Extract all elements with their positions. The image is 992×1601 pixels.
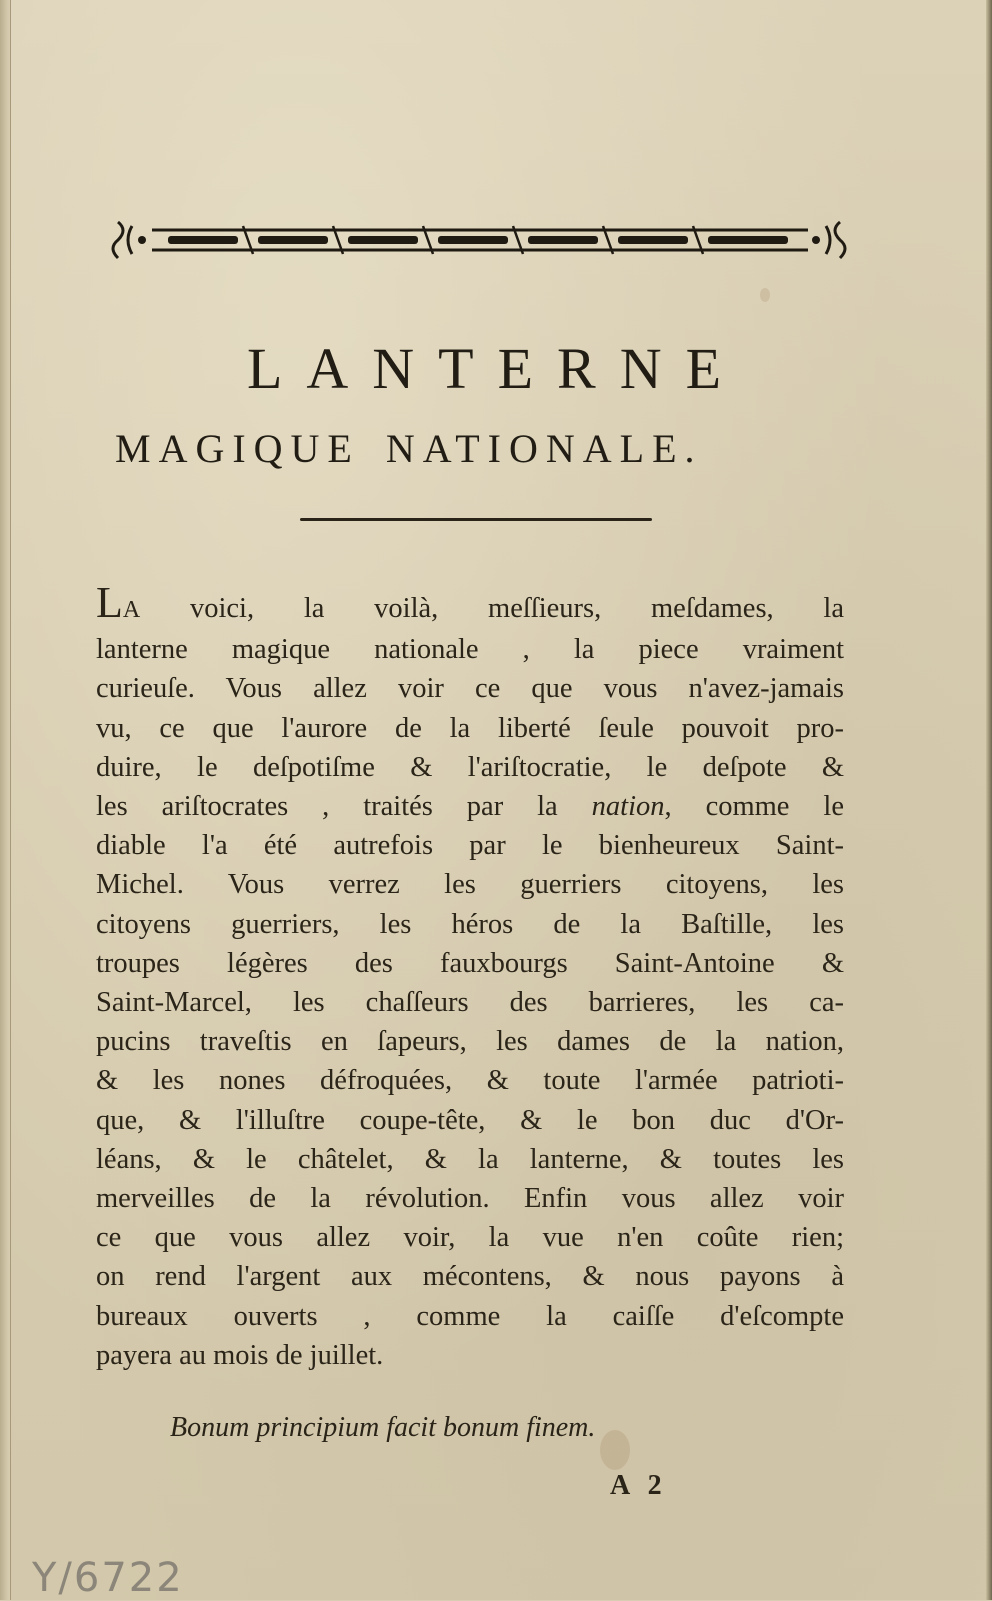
- drop-cap: L: [96, 578, 123, 627]
- body-line: curieuſe. Vous allez voir ce que vous n'avez-jamais: [96, 673, 844, 705]
- body-line: vu, ce que l'aurore de la liberté ſeule pouvoit pro-: [96, 712, 844, 744]
- library-shelfmark: Y/6722: [32, 1555, 184, 1601]
- body-line: bureaux ouverts , comme la caiſſe d'eſcompte: [96, 1300, 844, 1332]
- body-line: on rend l'argent aux mécontens, & nous payons à: [96, 1261, 844, 1293]
- body-line: merveilles de la révolution. Enfin vous allez voir: [96, 1183, 844, 1215]
- body-line: que, & l'illuſtre coupe-tête, & le bon duc d'Or-: [96, 1104, 844, 1136]
- title-word-nationale: NATIONALE.: [385, 426, 703, 471]
- foxing-stain: [600, 1430, 630, 1470]
- body-line: les ariſtocrates , traités par la nation, comme le: [96, 791, 844, 823]
- italic-nation: nation: [591, 791, 665, 823]
- body-line: pucins traveſtis en ſapeurs, les dames de la nation,: [96, 1026, 844, 1058]
- title-rule-divider: [300, 518, 652, 521]
- body-line: Saint-Marcel, les chaſſeurs des barrieres, les ca-: [96, 987, 844, 1019]
- page-edge: [986, 0, 992, 1600]
- body-line: troupes légères des fauxbourgs Saint-Antoine &: [96, 947, 844, 979]
- body-line: léans, & le châtelet, & la lanterne, & toutes les: [96, 1143, 844, 1175]
- body-line: lanterne magique nationale , la piece vraiment: [96, 634, 844, 666]
- page-gutter: [0, 0, 11, 1600]
- body-line: Michel. Vous verrez les guerriers citoyens, les: [96, 869, 844, 901]
- title-magique-nationale: [115, 425, 835, 472]
- fleuron-band-icon: [108, 212, 850, 268]
- body-line: diable l'a été autrefois par le bienheureux Saint-: [96, 830, 844, 862]
- signature-mark: A 2: [610, 1470, 668, 1501]
- latin-motto: Bonum principium facit bonum finem.: [170, 1412, 596, 1443]
- body-line: duire, le deſpotiſme & l'ariſtocratie, le deſpote &: [96, 751, 844, 783]
- foxing-stain: [760, 288, 770, 302]
- body-line: ce que vous allez voir, la vue n'en coûte rien;: [96, 1222, 844, 1254]
- body-line: & les nones défroquées, & toute l'armée patrioti-: [96, 1065, 844, 1097]
- title-lanterne: LANTERNE: [246, 336, 746, 401]
- body-line: payera au mois de juillet.: [96, 1339, 384, 1371]
- title-word-magique: MAGIQUE: [115, 426, 360, 471]
- body-line: LA voici, la voilà, meſſieurs, meſdames, la: [96, 578, 844, 627]
- body-line: citoyens guerriers, les héros de la Baſtille, les: [96, 908, 844, 940]
- body-paragraph: [96, 578, 844, 1375]
